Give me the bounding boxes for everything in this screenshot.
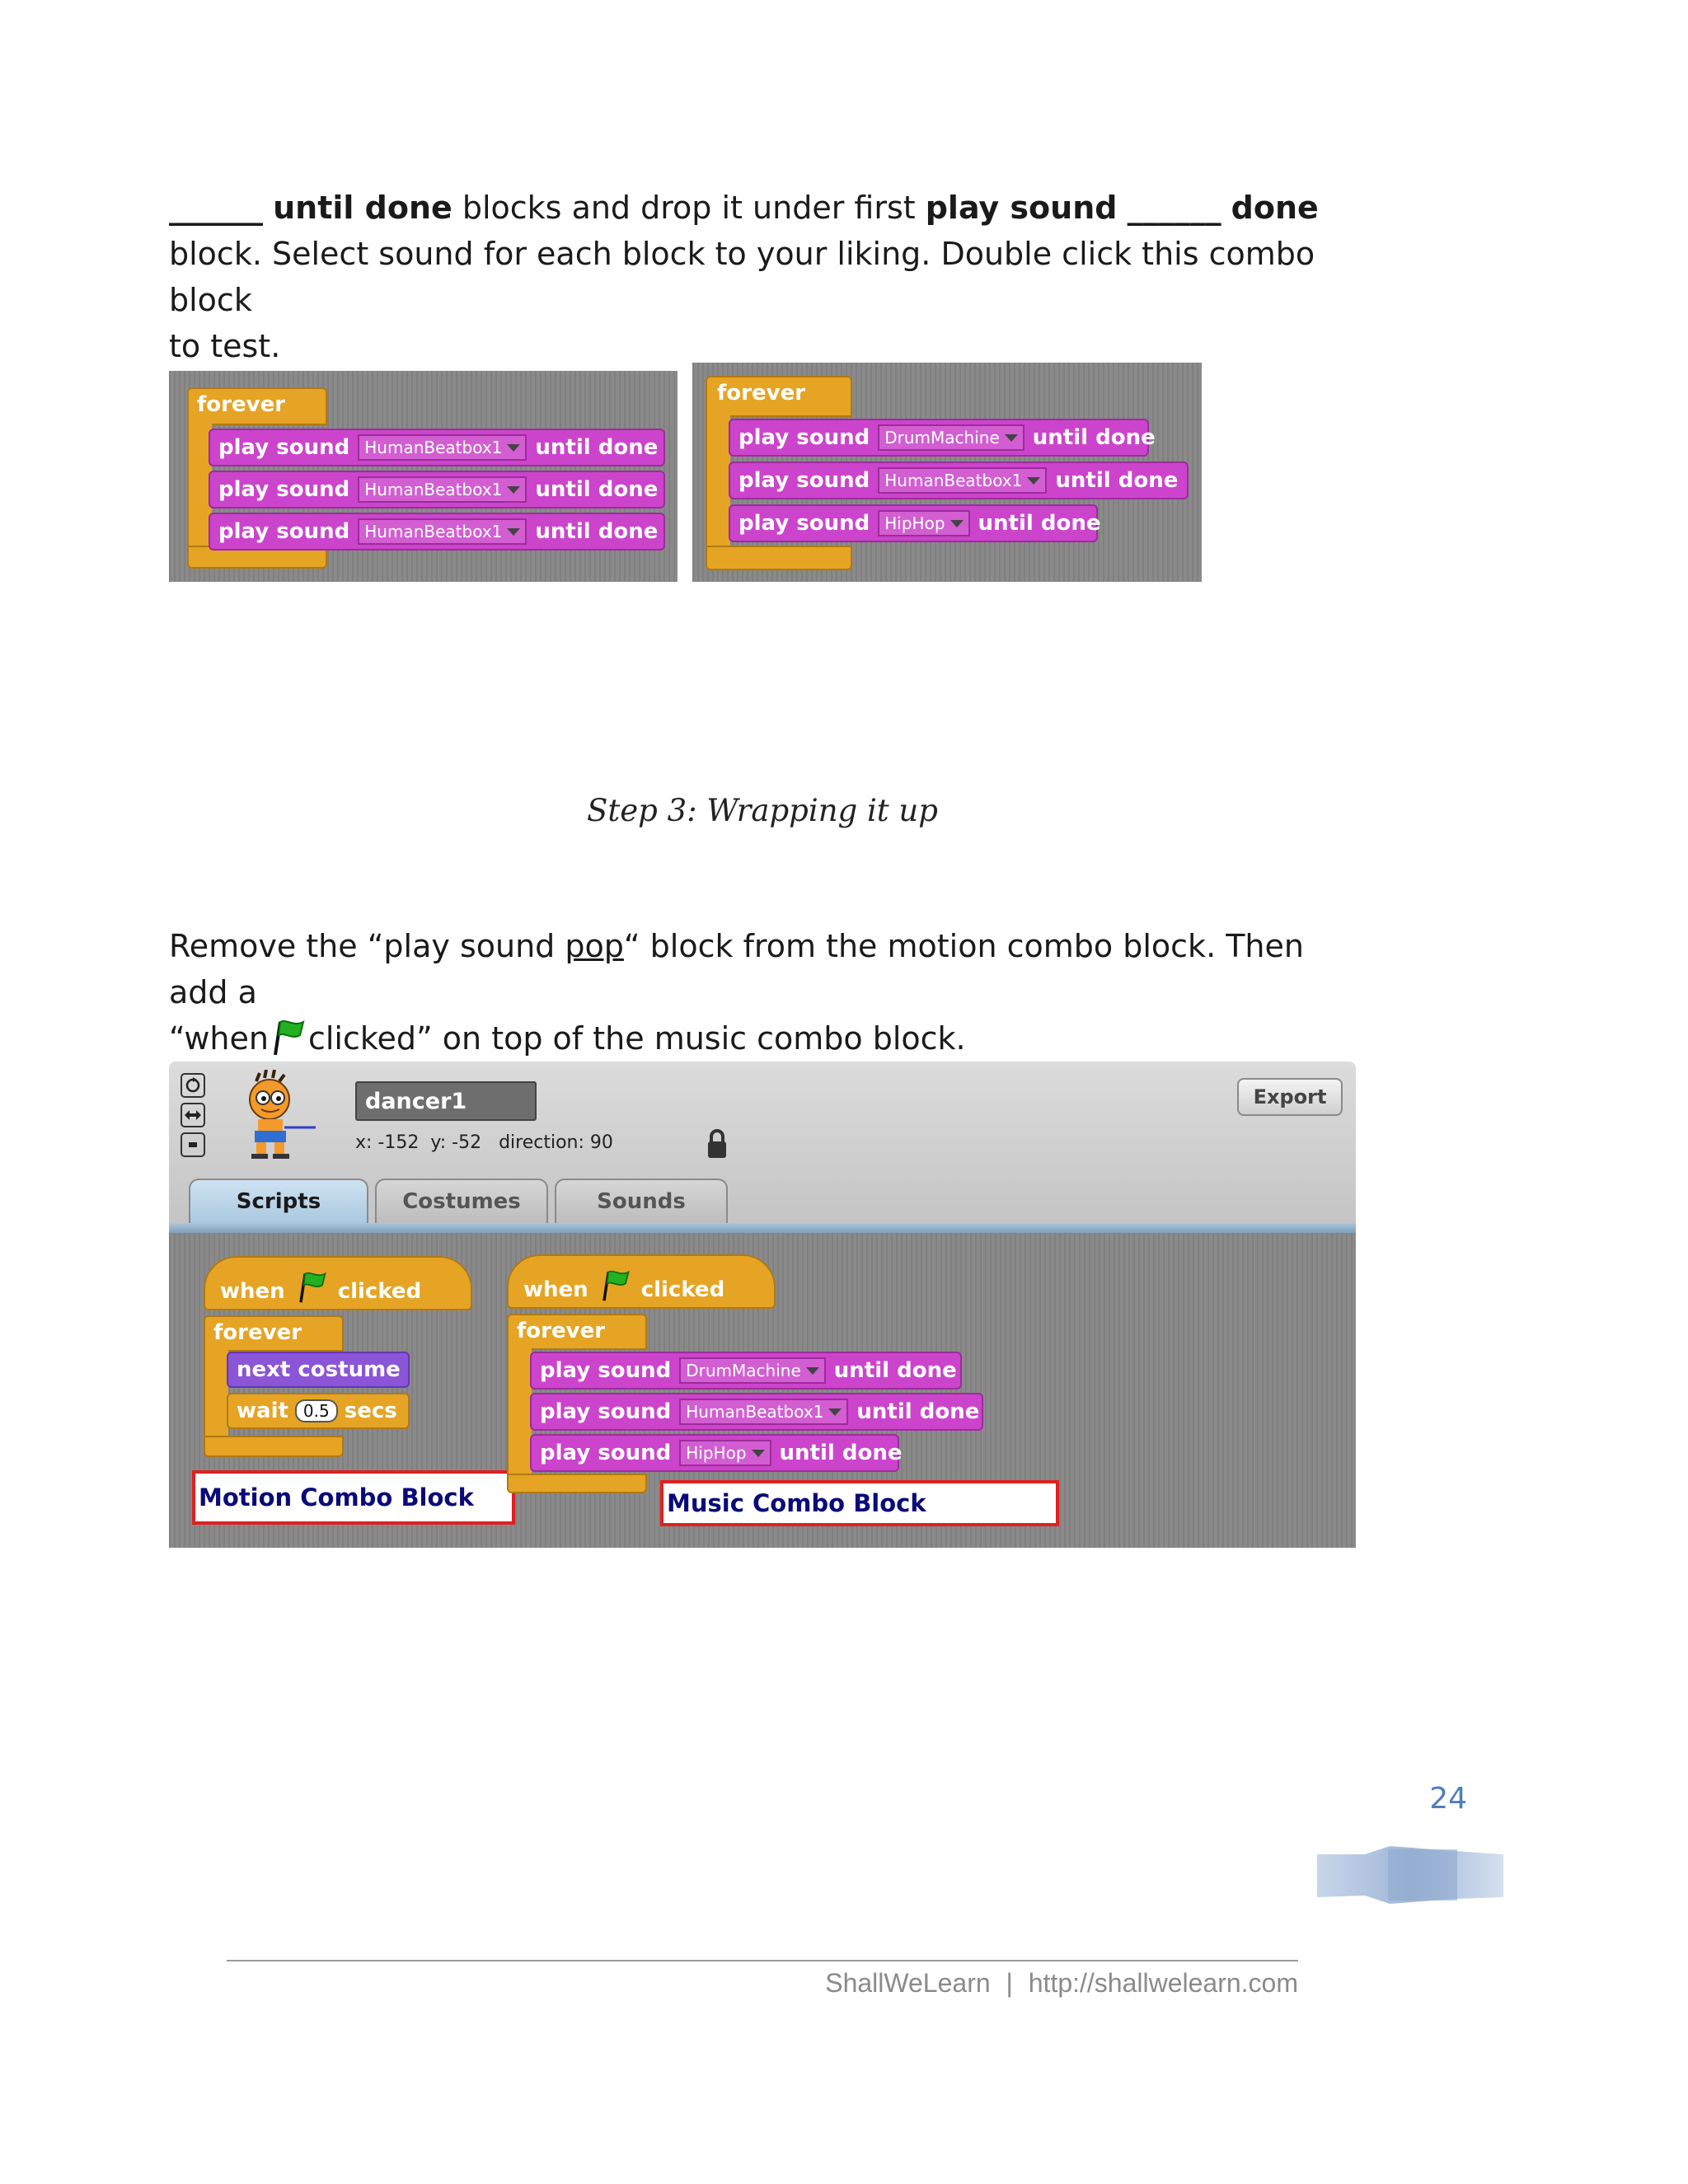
music-combo-label-text: Music Combo Block bbox=[667, 1489, 926, 1517]
sound-dropdown[interactable]: HumanBeatbox1 bbox=[679, 1399, 848, 1425]
left-right-flip-button[interactable] bbox=[181, 1103, 205, 1127]
forever-label: forever bbox=[197, 392, 286, 417]
secs-label: secs bbox=[344, 1399, 397, 1423]
sound-dropdown[interactable]: HipHop bbox=[878, 510, 969, 537]
next-costume-block bbox=[227, 1352, 410, 1388]
play-sound-block-1 bbox=[530, 1352, 962, 1390]
forever-arm-music bbox=[507, 1348, 532, 1477]
scratch-panel-left bbox=[169, 371, 678, 582]
footer-brand: ShallWeLearn bbox=[825, 1968, 991, 1998]
scripts-area bbox=[169, 1233, 1356, 1548]
forever-block-motion bbox=[204, 1315, 344, 1352]
until-done-label: until done bbox=[535, 477, 659, 502]
play-sound-block-3 bbox=[209, 513, 665, 551]
play-sound-label: play sound bbox=[540, 1399, 672, 1424]
tab-scripts[interactable] bbox=[189, 1179, 368, 1223]
dropdown-arrow-icon bbox=[806, 1367, 819, 1375]
forever-label: forever bbox=[213, 1320, 302, 1345]
forever-bottom-music bbox=[507, 1474, 647, 1493]
dropdown-arrow-icon bbox=[1005, 434, 1018, 442]
tab-label: Scripts bbox=[236, 1189, 321, 1214]
sound-dropdown[interactable]: HumanBeatbox1 bbox=[358, 476, 527, 503]
when-label: when bbox=[220, 1279, 285, 1304]
tab-label: Costumes bbox=[402, 1189, 521, 1214]
play-sound-block-3 bbox=[530, 1434, 903, 1472]
play-sound-block-1 bbox=[729, 419, 1156, 457]
tab-sounds[interactable] bbox=[555, 1179, 728, 1223]
play-sound-label: play sound bbox=[540, 1441, 672, 1465]
until-done-label: until done bbox=[779, 1441, 903, 1465]
page-number: 24 bbox=[1429, 1782, 1467, 1816]
footer-separator: | bbox=[1006, 1968, 1013, 1998]
dropdown-arrow-icon bbox=[507, 528, 520, 536]
clicked-label: clicked bbox=[337, 1279, 422, 1304]
motion-combo-label-text: Motion Combo Block bbox=[199, 1483, 474, 1511]
when-label: when bbox=[523, 1277, 588, 1302]
sound-dropdown[interactable]: HumanBeatbox1 bbox=[878, 467, 1047, 494]
until-done-label: until done bbox=[978, 511, 1101, 536]
music-combo-label bbox=[660, 1480, 1059, 1526]
forever-block bbox=[706, 376, 852, 417]
scratch-panel-right bbox=[692, 363, 1202, 582]
forever-bottom bbox=[706, 546, 852, 570]
no-rotate-button[interactable] bbox=[181, 1132, 205, 1157]
green-flag-icon bbox=[598, 1269, 631, 1302]
forever-bottom-motion bbox=[204, 1436, 344, 1457]
forever-block bbox=[187, 387, 327, 425]
footer-rule bbox=[227, 1960, 1298, 1961]
forever-arm bbox=[706, 415, 730, 547]
dropdown-arrow-icon bbox=[828, 1408, 842, 1416]
clicked-label: clicked bbox=[640, 1277, 725, 1302]
play-sound-label: play sound bbox=[540, 1358, 672, 1383]
play-sound-label: play sound bbox=[738, 511, 870, 536]
play-sound-label: play sound bbox=[738, 425, 870, 450]
editor-tabs bbox=[189, 1179, 931, 1226]
scratch-editor-screenshot bbox=[169, 1062, 1356, 1548]
lock-icon[interactable] bbox=[705, 1127, 729, 1160]
until-done-label: until done bbox=[856, 1399, 980, 1424]
play-sound-label: play sound bbox=[218, 435, 350, 460]
forever-arm-motion bbox=[204, 1350, 228, 1437]
forever-label: forever bbox=[517, 1319, 606, 1343]
instruction-paragraph bbox=[169, 923, 1364, 1062]
until-done-label: until done bbox=[833, 1358, 957, 1383]
dropdown-arrow-icon bbox=[950, 520, 964, 527]
play-sound-block-2 bbox=[729, 462, 1189, 499]
sound-dropdown[interactable]: HumanBeatbox1 bbox=[358, 518, 527, 545]
play-sound-block-2 bbox=[530, 1393, 983, 1431]
dancer-sprite-thumbnail bbox=[235, 1070, 326, 1160]
wait-seconds-input[interactable]: 0.5 bbox=[295, 1399, 338, 1422]
wait-label: wait bbox=[237, 1399, 288, 1423]
sprite-name-text: dancer1 bbox=[365, 1088, 467, 1114]
when-flag-clicked-hat-motion bbox=[204, 1256, 472, 1310]
footer bbox=[227, 1968, 1298, 1999]
tab-costumes[interactable] bbox=[375, 1179, 548, 1223]
instruction-line-1: Remove the “play sound pop“ block from the motion combo block. Then add a bbox=[169, 928, 1304, 1010]
play-sound-label: play sound bbox=[738, 468, 870, 493]
green-flag-icon bbox=[295, 1271, 328, 1304]
play-sound-label: play sound bbox=[218, 477, 350, 502]
figure-caption: Step 3: Wrapping it up bbox=[587, 793, 938, 828]
dropdown-arrow-icon bbox=[1027, 477, 1040, 485]
intro-line-2: block. Select sound for each block to your liking. Double click this combo block bbox=[169, 236, 1315, 318]
when-flag-clicked-hat-music bbox=[507, 1254, 776, 1309]
footer-url[interactable]: http://shallwelearn.com bbox=[1028, 1968, 1298, 1998]
play-sound-block-1 bbox=[209, 429, 665, 466]
tab-label: Sounds bbox=[597, 1189, 686, 1214]
forever-block-music bbox=[507, 1314, 647, 1350]
dot-icon bbox=[182, 1134, 204, 1155]
sound-dropdown[interactable]: DrumMachine bbox=[679, 1357, 826, 1384]
export-label: Export bbox=[1253, 1085, 1327, 1108]
intro-paragraph bbox=[169, 185, 1364, 369]
dropdown-arrow-icon bbox=[507, 444, 520, 452]
left-right-arrow-icon bbox=[182, 1104, 204, 1126]
until-done-label: until done bbox=[1055, 468, 1179, 493]
export-button[interactable] bbox=[1237, 1078, 1343, 1116]
wait-secs-block bbox=[227, 1393, 410, 1429]
next-costume-label: next costume bbox=[237, 1357, 401, 1382]
until-done-label: until done bbox=[535, 435, 659, 460]
sound-dropdown[interactable]: HipHop bbox=[679, 1440, 771, 1466]
tab-divider bbox=[169, 1223, 1356, 1233]
motion-combo-label bbox=[192, 1470, 515, 1525]
until-done-label: until done bbox=[535, 519, 659, 544]
intro-line-3: to test. bbox=[169, 328, 281, 364]
sprite-name-field[interactable] bbox=[355, 1081, 537, 1121]
green-flag-icon bbox=[269, 1019, 307, 1057]
play-sound-label: play sound bbox=[218, 519, 350, 544]
play-sound-block-2 bbox=[209, 471, 665, 509]
instruction-line-2: “when clicked” on top of the music combo block. bbox=[169, 1020, 966, 1057]
forever-label: forever bbox=[717, 381, 806, 405]
sprite-coordinates: x: -152 y: -52 direction: 90 bbox=[355, 1132, 613, 1153]
sound-dropdown[interactable]: HumanBeatbox1 bbox=[358, 434, 527, 461]
rotate-all-around-button[interactable] bbox=[181, 1073, 205, 1098]
until-done-label: until done bbox=[1032, 425, 1156, 450]
sound-dropdown[interactable]: DrumMachine bbox=[878, 424, 1025, 451]
sprite-info-area bbox=[169, 1062, 1356, 1226]
rotate-icon bbox=[182, 1075, 204, 1096]
pop-link: pop bbox=[565, 928, 624, 964]
page-ribbon-decoration bbox=[1315, 1846, 1505, 1905]
dropdown-arrow-icon bbox=[507, 486, 520, 494]
intro-line-1: ______ until done blocks and drop it under first play sound ______ done bbox=[169, 190, 1319, 226]
dropdown-arrow-icon bbox=[752, 1450, 765, 1457]
play-sound-block-3 bbox=[729, 504, 1101, 542]
